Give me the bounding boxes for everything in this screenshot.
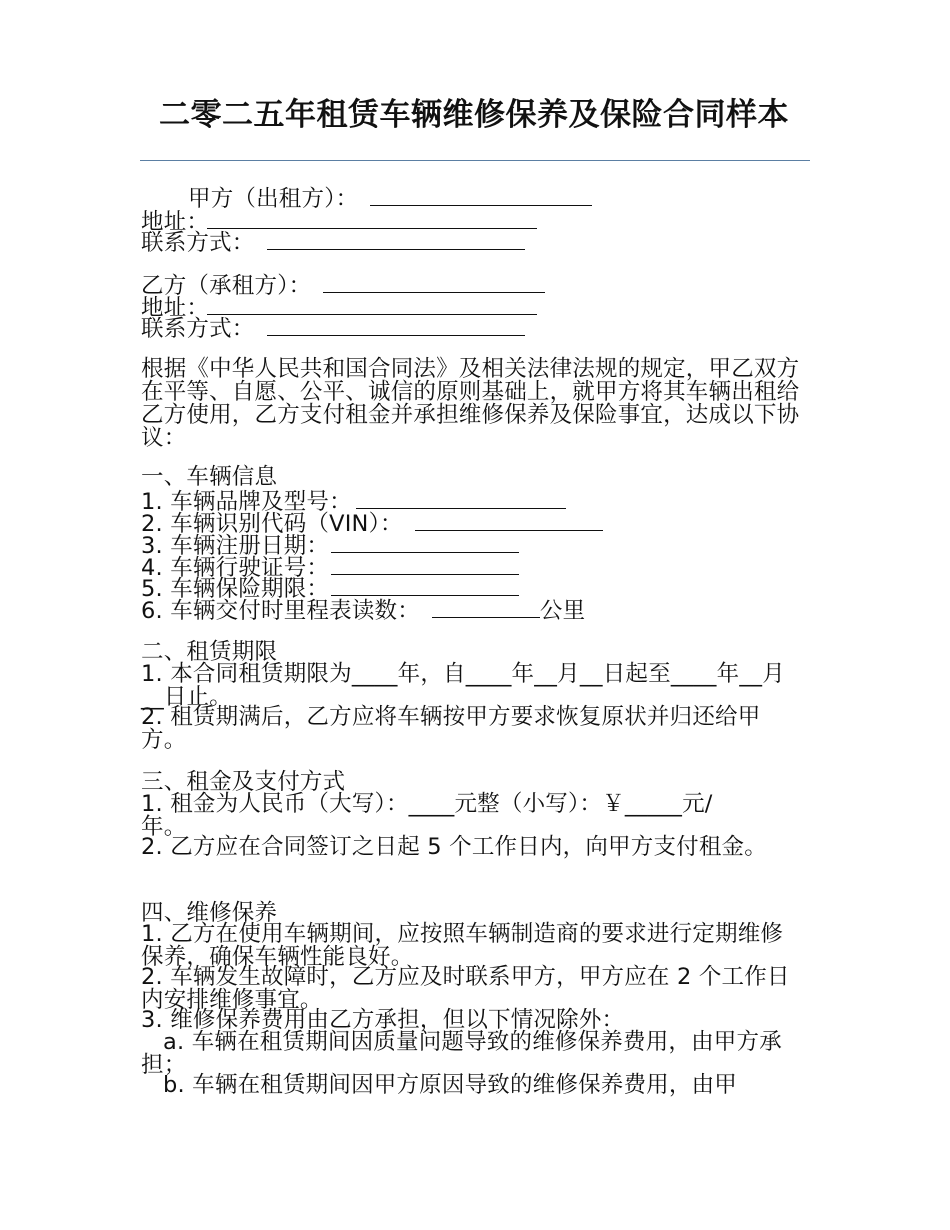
section-3-heading: 三、租金及支付方式 xyxy=(141,769,346,795)
odometer-reading-line: 6. 车辆交付时里程表读数： 公里 xyxy=(141,598,586,624)
section-1-heading: 一、车辆信息 xyxy=(141,464,278,490)
maintenance-exception-a: a. 车辆在租赁期间因质量问题导致的维修保养费用，由甲方承担； xyxy=(141,1029,782,1078)
vehicle-model-blank xyxy=(356,489,566,509)
party-b-label: 乙方（承租方）： xyxy=(141,273,312,299)
vehicle-model-line: 1. 车辆品牌及型号： xyxy=(141,489,566,514)
rent-amount-clause: 1. 租金为人民币（大写）：____元整（小写）：￥_____元/年。 xyxy=(141,791,713,840)
lease-return-clause: 2. 租赁期满后，乙方应将车辆按甲方要求恢复原状并归还给甲方。 xyxy=(141,704,761,753)
document-title: 二零二五年租赁车辆维修保养及保险合同样本 xyxy=(159,97,789,133)
party-a-blank xyxy=(370,186,592,206)
vehicle-insurance-period-line: 5. 车辆保险期限： xyxy=(141,576,519,601)
party-b-contact-line xyxy=(141,316,525,341)
party-a-address-label: 地址： xyxy=(141,209,210,235)
odometer-unit: 公里 xyxy=(539,598,586,624)
party-b-address-label: 地址： xyxy=(141,295,210,321)
section-4-heading: 四、维修保养 xyxy=(141,900,278,926)
section-2-heading: 二、租赁期限 xyxy=(141,639,278,665)
party-a-contact-blank xyxy=(267,230,525,250)
vehicle-license-blank xyxy=(331,555,519,575)
maintenance-clause-2: 2. 车辆发生故障时，乙方应及时联系甲方，甲方应在 2 个工作日内安排维修事宜。 xyxy=(141,964,790,1013)
party-a-contact-line xyxy=(141,230,525,255)
party-b-blank xyxy=(323,273,545,293)
vehicle-insurance-period-blank xyxy=(331,576,519,596)
maintenance-clause-1: 1. 乙方在使用车辆期间，应按照车辆制造商的要求进行定期维修保养，确保车辆性能良好。 xyxy=(141,921,784,970)
vehicle-vin-blank xyxy=(415,511,603,531)
party-a-contact-label: 联系方式： xyxy=(141,230,255,256)
party-a-line xyxy=(188,186,592,211)
vehicle-license-line: 4. 车辆行驶证号： xyxy=(141,555,519,580)
party-b-contact-blank xyxy=(267,316,525,336)
vehicle-vin-line: 2. 车辆识别代码（VIN）： xyxy=(141,511,603,536)
vehicle-registration-date-blank xyxy=(331,533,519,553)
rent-payment-clause: 2. 乙方应在合同签订之日起 5 个工作日内，向甲方支付租金。 xyxy=(141,834,767,860)
preamble-paragraph: 根据《中华人民共和国合同法》及相关法律法规的规定，甲乙双方在平等、自愿、公平、诚信的原则基础上，就甲方将其车辆出租给乙方使用，乙方支付租金并承担维修保养及保险事宜，达成以下协议： xyxy=(141,356,800,451)
vehicle-registration-date-line: 3. 车辆注册日期： xyxy=(141,533,519,558)
party-a-address-blank xyxy=(207,209,537,229)
maintenance-clause-3: 3. 维修保养费用由乙方承担，但以下情况除外： xyxy=(141,1007,625,1033)
party-b-contact-label: 联系方式： xyxy=(141,316,255,342)
title-divider xyxy=(140,160,810,161)
odometer-reading-blank xyxy=(432,598,540,618)
party-a-label: 甲方（出租方）： xyxy=(188,186,359,212)
party-b-address-blank xyxy=(207,295,537,315)
lease-term-clause: 1. 本合同租赁期限为____年，自____年__月__日起至____年__月__日止。 xyxy=(141,661,785,710)
maintenance-exception-b: b. 车辆在租赁期间因甲方原因导致的维修保养费用，由甲 xyxy=(163,1072,737,1098)
